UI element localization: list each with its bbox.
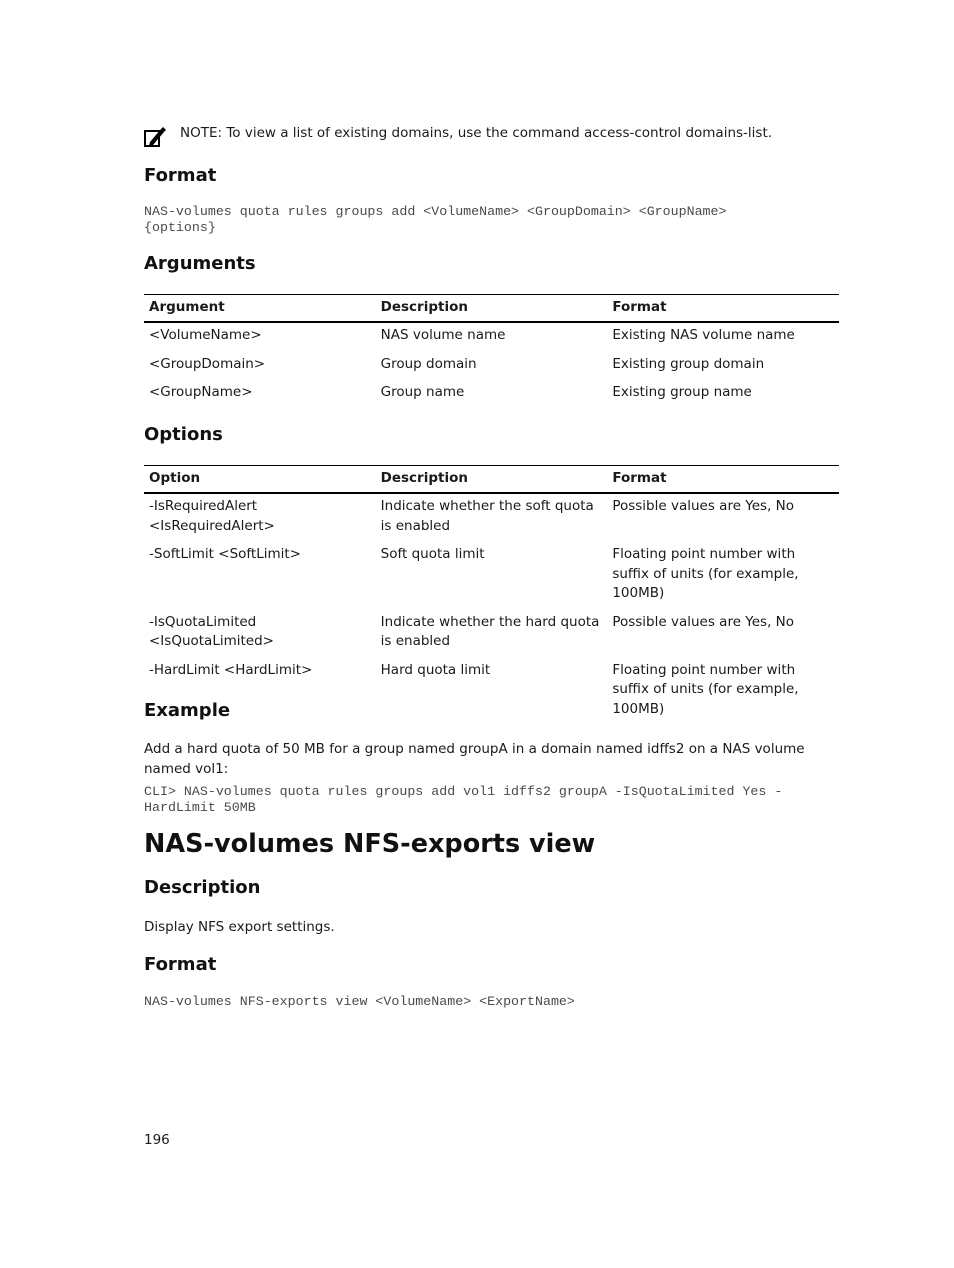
table-cell: Existing NAS volume name bbox=[612, 327, 795, 343]
arguments-header-description: Description bbox=[376, 295, 608, 323]
table-row bbox=[144, 380, 839, 409]
arguments-header-argument: Argument bbox=[144, 295, 376, 323]
table-cell: Group name bbox=[380, 384, 465, 400]
example-code: CLI> NAS-volumes quota rules groups add vol1 idffs2 groupA -IsQuotaLimited Yes - HardLimit 50MB bbox=[144, 784, 783, 815]
table-cell: Group domain bbox=[380, 355, 477, 372]
table-cell: Floating point number with suffix of units (for example, 100MB) bbox=[612, 546, 799, 601]
table-cell: -HardLimit <HardLimit> bbox=[149, 661, 313, 678]
note-label: NOTE: bbox=[180, 125, 223, 141]
table-cell: <VolumeName> bbox=[149, 327, 262, 343]
table-cell: Existing group domain bbox=[612, 355, 765, 372]
section-format-code: NAS-volumes NFS-exports view <VolumeName> <ExportName> bbox=[144, 994, 575, 1009]
table-row bbox=[144, 658, 839, 726]
table-cell: -SoftLimit <SoftLimit> bbox=[149, 546, 301, 562]
options-table bbox=[144, 465, 839, 725]
format-code: NAS-volumes quota rules groups add <VolumeName> <GroupDomain> <GroupName> {options} bbox=[144, 204, 727, 235]
options-header-option: Option bbox=[144, 466, 376, 494]
table-cell: -IsQuotaLimited <IsQuotaLimited> bbox=[149, 613, 274, 649]
table-cell: Soft quota limit bbox=[380, 546, 485, 562]
options-heading: Options bbox=[144, 424, 223, 445]
arguments-table bbox=[144, 294, 839, 409]
table-cell: <GroupName> bbox=[149, 384, 253, 400]
format-heading: Format bbox=[144, 165, 217, 186]
table-row bbox=[144, 493, 839, 542]
table-row bbox=[144, 610, 839, 658]
table-cell: Indicate whether the soft quota is enabled bbox=[380, 498, 594, 534]
table-cell: -IsRequiredAlert <IsRequiredAlert> bbox=[149, 498, 275, 534]
arguments-header-format: Format bbox=[607, 295, 839, 323]
example-text: Add a hard quota of 50 MB for a group named groupA in a domain named idffs2 on a NAS volume named vol1: bbox=[144, 741, 805, 777]
note-body: To view a list of existing domains, use the command access-control domains-list. bbox=[222, 125, 773, 141]
table-cell: <GroupDomain> bbox=[149, 355, 266, 372]
section-title: NAS-volumes NFS-exports view bbox=[144, 829, 596, 859]
section-format-heading: Format bbox=[144, 954, 217, 975]
table-row bbox=[144, 542, 839, 610]
table-cell: Indicate whether the hard quota is enabled bbox=[380, 613, 600, 649]
table-row bbox=[144, 322, 839, 352]
options-header-format: Format bbox=[607, 466, 839, 494]
table-cell: Possible values are Yes, No bbox=[612, 613, 795, 630]
table-cell: NAS volume name bbox=[380, 327, 506, 343]
table-row bbox=[144, 352, 839, 381]
table-cell: Possible values are Yes, No bbox=[612, 498, 795, 514]
example-heading: Example bbox=[144, 700, 231, 721]
options-header-row bbox=[144, 466, 839, 494]
page-number: 196 bbox=[144, 1132, 170, 1148]
table-cell: Floating point number with suffix of units (for example, 100MB) bbox=[612, 661, 799, 717]
table-cell: Hard quota limit bbox=[380, 661, 491, 678]
options-header-description: Description bbox=[376, 466, 608, 494]
note-text bbox=[180, 125, 772, 141]
pencil-note-icon bbox=[144, 126, 166, 148]
arguments-header-row bbox=[144, 295, 839, 323]
arguments-heading: Arguments bbox=[144, 253, 256, 274]
description-heading: Description bbox=[144, 877, 261, 898]
table-cell: Existing group name bbox=[612, 384, 752, 400]
description-text: Display NFS export settings. bbox=[144, 919, 335, 935]
